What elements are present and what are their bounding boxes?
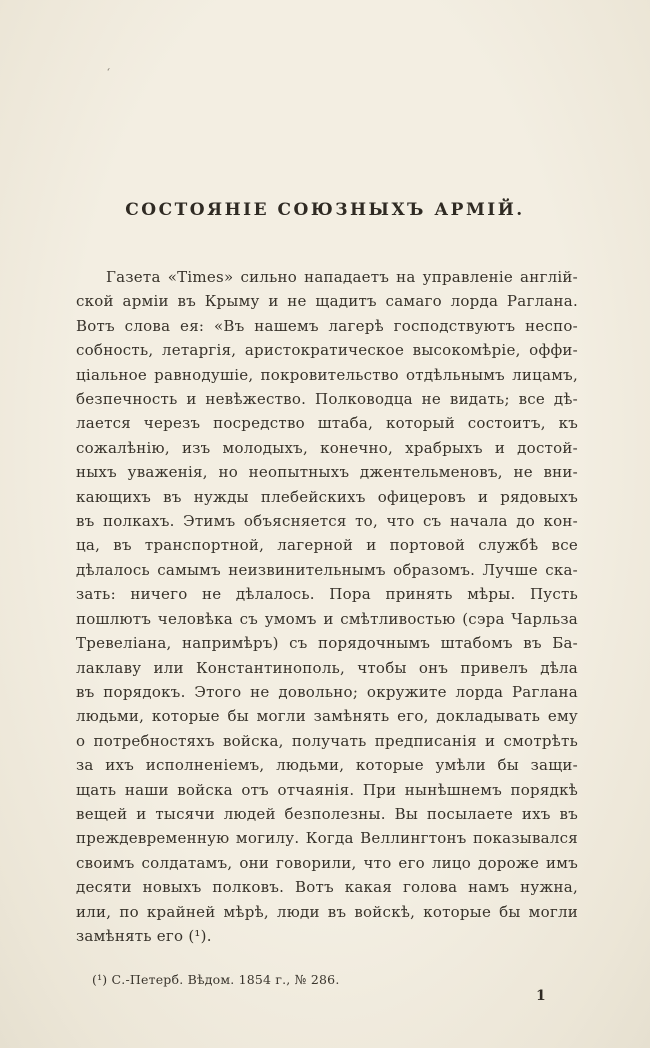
text-line: за ихъ исполненіемъ, людьми, которые умѣли бы защи- xyxy=(76,756,578,775)
text-line: въ полкахъ. Этимъ объясняется то, что съ начала до кон- xyxy=(76,512,578,531)
text-line: ныхъ уваженія, но неопытныхъ джентельменовъ, не вни- xyxy=(76,463,578,482)
text-line: въ порядокъ. Этого не довольно; окружите лорда Раглана xyxy=(76,682,578,701)
text-line: безпечность и невѣжество. Полководца не видать; все дѣ- xyxy=(76,390,578,409)
text-line: ціальное равнодушіе, покровительство отдѣльнымъ лицамъ, xyxy=(76,365,578,384)
text-line: кающихъ въ нужды плебейскихъ офицеровъ и рядовыхъ xyxy=(76,487,578,506)
text-line: людьми, которые бы могли замѣнять его, докладывать ему xyxy=(76,707,578,726)
text-line: вещей и тысячи людей безполезны. Вы посылаете ихъ въ xyxy=(76,804,578,823)
text-line: Газета «Times» сильно нападаетъ на управленіе англій- xyxy=(106,268,578,286)
text-line: лается черезъ посредство штаба, который состоитъ, къ xyxy=(76,414,578,433)
text-line: о потребностяхъ войска, получать предписанія и смотрѣть xyxy=(76,731,578,750)
text-line: зать: ничего не дѣлалось. Пора принять мѣры. Пусть xyxy=(76,585,578,604)
text-line: сожалѣнію, изъ молодыхъ, конечно, храбрыхъ и достой- xyxy=(76,438,578,457)
text-line: десяти новыхъ полковъ. Вотъ какая голова намъ нужна, xyxy=(76,878,578,897)
text-line: дѣлалось самымъ неизвинительнымъ образомъ. Лучше ска- xyxy=(76,560,578,579)
body-text xyxy=(76,265,578,948)
text-line: ца, въ транспортной, лагерной и портовой службѣ все xyxy=(76,536,578,555)
text-line: замѣнять его (¹). xyxy=(76,926,212,945)
text-line: пошлютъ человѣка съ умомъ и смѣтливостью (сэра Чарльза xyxy=(76,609,578,628)
footnote: (¹) С.-Петерб. Вѣдом. 1854 г., № 286. xyxy=(92,972,340,987)
text-line: собность, летаргія, аристократическое высокомѣріе, оффи- xyxy=(76,341,578,360)
text-line: преждевременную могилу. Когда Веллингтонъ показывался xyxy=(76,829,578,848)
text-line: щать наши войска отъ отчаянія. При нынѣшнемъ порядкѣ xyxy=(76,780,578,799)
page-number: 1 xyxy=(536,988,546,1004)
scan-artifact-mark: ‘ xyxy=(104,65,111,80)
text-line: Тревеліана, напримѣръ) съ порядочнымъ штабомъ въ Ба- xyxy=(76,634,578,653)
text-line: своимъ солдатамъ, они говорили, что его лицо дороже имъ xyxy=(76,853,578,872)
page-title: СОСТОЯНІЕ СОЮЗНЫХЪ АРМІЙ. xyxy=(125,200,525,220)
text-line: лаклаву или Константинополь, чтобы онъ привелъ дѣла xyxy=(76,658,578,677)
text-line: Вотъ слова ея: «Въ нашемъ лагерѣ господствуютъ неспо- xyxy=(76,316,578,335)
text-line: или, по крайней мѣрѣ, люди въ войскѣ, которые бы могли xyxy=(76,902,578,921)
text-line: ской арміи въ Крыму и не щадитъ самаго лорда Раглана. xyxy=(76,292,578,311)
